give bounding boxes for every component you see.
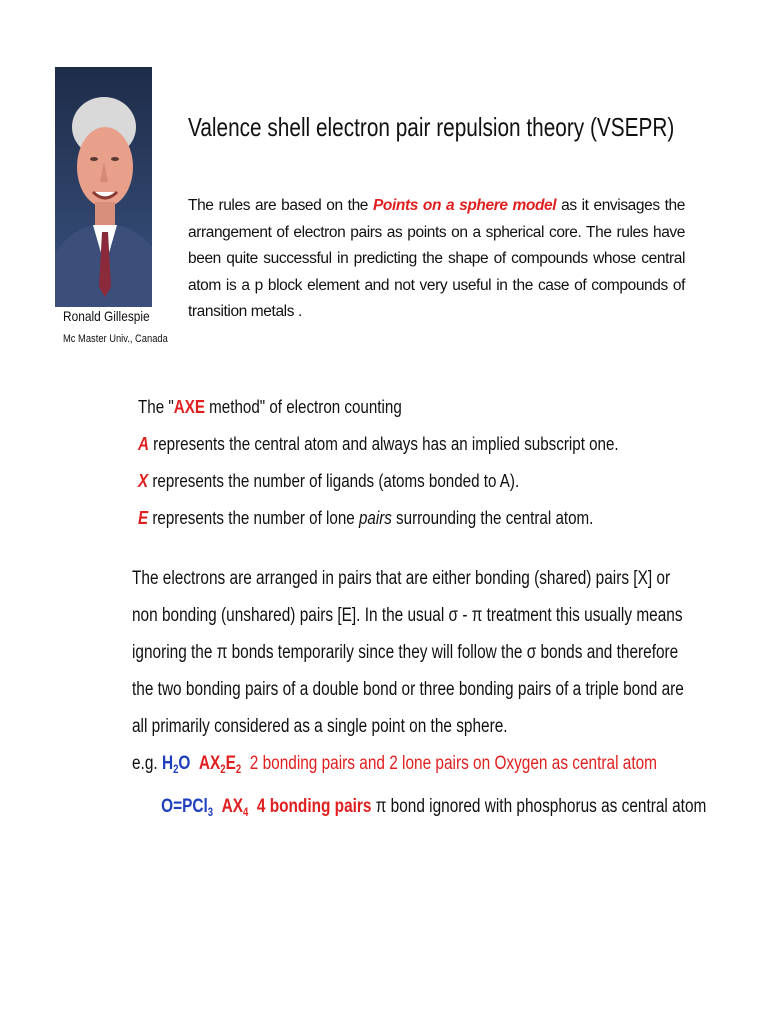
axe-x-key: X bbox=[138, 470, 149, 491]
electrons-line-2: non bonding (unshared) pairs [E]. In the usual σ - π treatment this usually means bbox=[132, 605, 683, 626]
example-h2o-line bbox=[132, 745, 706, 788]
axe-heading-pre: The " bbox=[138, 396, 174, 417]
opcl3-axe-notation: $AX_4$ bbox=[221, 796, 249, 819]
intro-text-after: as it envisages the arrangement of electron pairs as points on a spherical core. The rules have been quite successful in predicting the shape of compounds whose central atom is a p block element and not very useful in the case of compounds of transition metals . bbox=[188, 197, 685, 320]
electron-pairs-section bbox=[132, 560, 706, 831]
opcl3-description: π bond ignored with phosphorus as central atom bbox=[375, 796, 707, 817]
electrons-line-3: ignoring the π bonds temporarily since they will follow the σ bonds and therefore bbox=[132, 642, 679, 663]
photo-caption-name: Ronald Gillespie bbox=[63, 308, 150, 324]
electrons-line-4: the two bonding pairs of a double bond or three bonding pairs of a triple bond are bbox=[132, 679, 684, 700]
eg-prefix: e.g. bbox=[132, 753, 158, 774]
intro-paragraph bbox=[188, 193, 685, 326]
axe-method-section bbox=[138, 388, 619, 536]
axe-e-text-italic: pairs bbox=[358, 507, 392, 528]
h2o-description: 2 bonding pairs and 2 lone pairs on Oxygen as central atom bbox=[249, 753, 657, 774]
axe-e-text-post: surrounding the central atom. bbox=[396, 507, 594, 528]
axe-keyword: AXE bbox=[173, 396, 205, 417]
opcl3-bonding-pairs: 4 bonding pairs bbox=[256, 796, 372, 817]
portrait-image bbox=[55, 67, 152, 307]
axe-heading-post: method" of electron counting bbox=[209, 396, 402, 417]
intro-highlight: Points on a sphere model bbox=[372, 197, 557, 214]
axe-heading-line bbox=[138, 388, 619, 425]
photo-caption-affiliation: Mc Master Univ., Canada bbox=[63, 333, 168, 345]
intro-text-before: The rules are based on the bbox=[188, 197, 369, 214]
page-title: Valence shell electron pair repulsion theory (VSEPR) bbox=[188, 112, 675, 142]
portrait-photo bbox=[55, 67, 152, 307]
axe-a-key: A bbox=[138, 433, 149, 454]
axe-x-line bbox=[138, 462, 619, 499]
axe-a-line bbox=[138, 425, 619, 462]
axe-x-text: represents the number of ligands (atoms bonded to A). bbox=[152, 470, 520, 491]
opcl3-formula: O=PCl$_3$ bbox=[161, 796, 214, 819]
axe-a-text: represents the central atom and always has an implied subscript one. bbox=[153, 433, 619, 454]
electrons-line-5: all primarily considered as a single point on the sphere. bbox=[132, 716, 508, 737]
axe-e-key: E bbox=[138, 507, 149, 528]
h2o-formula: $H_2O$ bbox=[161, 753, 191, 776]
axe-e-text-pre: represents the number of lone bbox=[152, 507, 355, 528]
h2o-axe-notation: $AX_2E_2$ bbox=[198, 753, 242, 776]
electrons-line-1: The electrons are arranged in pairs that are either bonding (shared) pairs [X] or bbox=[132, 568, 671, 589]
axe-e-line bbox=[138, 499, 619, 536]
example-opcl3-line bbox=[132, 788, 706, 831]
